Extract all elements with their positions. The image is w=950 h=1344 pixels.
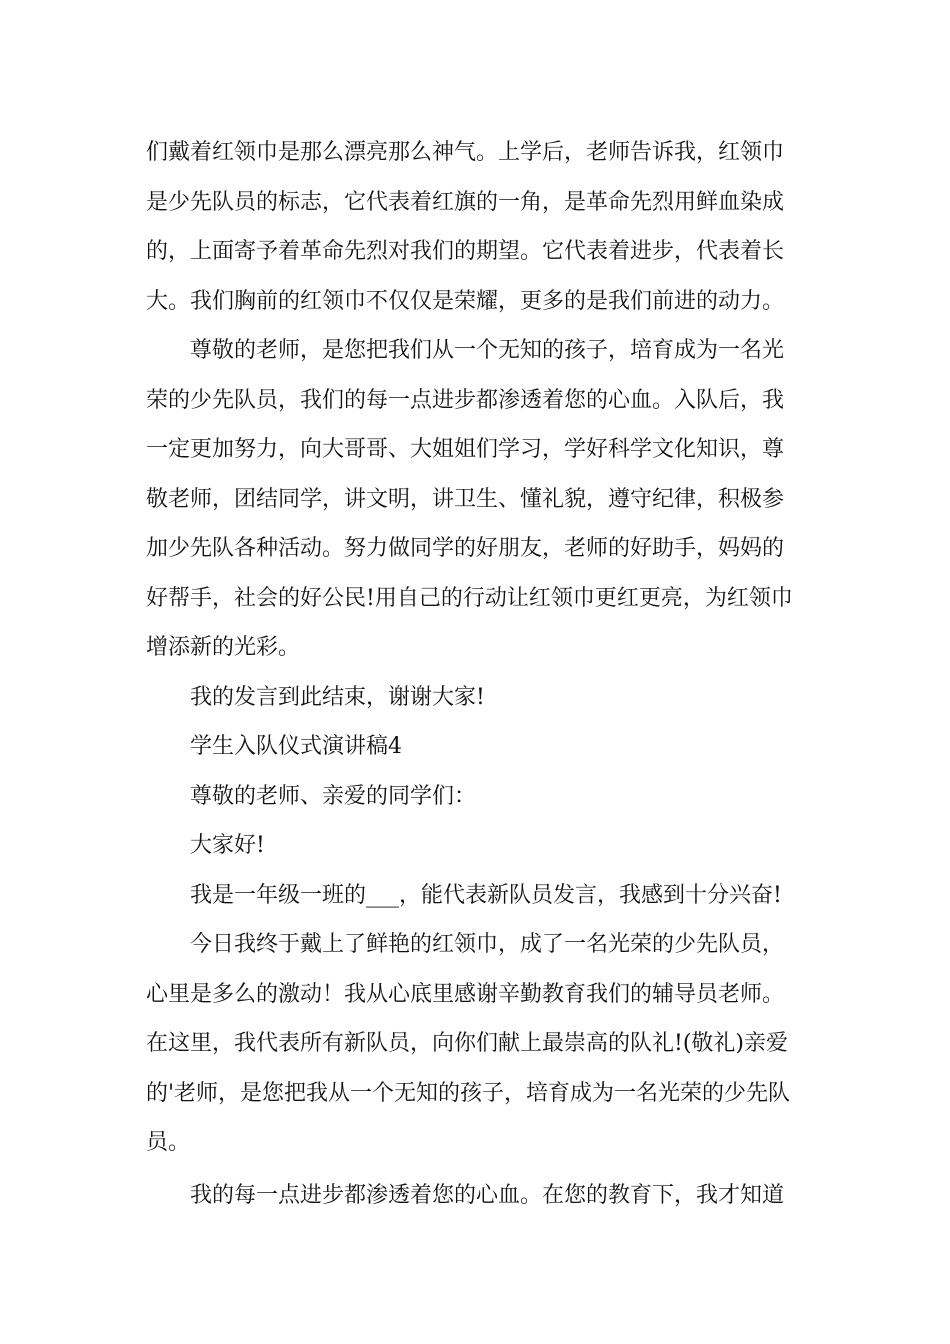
- text-line: 好帮手，社会的好公民!用自己的行动让红领巾更红更亮，为红领巾: [146, 585, 793, 611]
- text-line: 在这里，我代表所有新队员，向你们献上最崇高的队礼!(敬礼)亲爱: [146, 1031, 789, 1056]
- document-body: [146, 128, 808, 1220]
- text-line: 我的每一点进步都渗透着您的心血。在您的教育下，我才知道: [190, 1182, 785, 1208]
- text-line: 今日我终于戴上了鲜艳的红领巾，成了一名光荣的少先队员，: [190, 932, 785, 957]
- text-line: 的'老师，是您把我从一个无知的孩子，培育成为一名光荣的少先队: [146, 1080, 791, 1106]
- text-line: 的，上面寄予着革命先烈对我们的期望。它代表着进步，代表着长: [146, 239, 785, 264]
- text-line: 心里是多么的激动！我从心底里感谢辛勤教育我们的辅导员老师。: [146, 981, 785, 1007]
- salutation: 尊敬的老师、亲爱的同学们：: [190, 783, 477, 809]
- text-line: 员。: [146, 1130, 191, 1155]
- text-line: 我的发言到此结束，谢谢大家!: [190, 684, 485, 710]
- section-heading: 学生入队仪式演讲稿4: [190, 734, 402, 759]
- text-line: 是少先队员的标志，它代表着红旗的一角，是革命先烈用鲜血染成: [146, 189, 785, 215]
- greeting: 大家好!: [190, 833, 265, 858]
- text-line: 加少先队各种活动。努力做同学的好朋友，老师的好助手，妈妈的: [146, 536, 785, 561]
- text-line: 增添新的光彩。: [146, 635, 301, 660]
- text-line: 一定更加努力，向大哥哥、大姐姐们学习，学好科学文化知识，尊: [146, 437, 785, 462]
- text-line: 敬老师，团结同学，讲文明，讲卫生、懂礼貌，遵守纪律，积极参: [146, 486, 785, 512]
- text-line: 我是一年级一班的___，能代表新队员发言，我感到十分兴奋!: [190, 882, 782, 908]
- text-line: 们戴着红领巾是那么漂亮那么神气。上学后，老师告诉我，红领巾: [146, 140, 785, 165]
- text-line: 尊敬的老师，是您把我们从一个无知的孩子，培育成为一名光: [190, 338, 785, 363]
- text-line: 大。我们胸前的红领巾不仅仅是荣耀，更多的是我们前进的动力。: [146, 288, 785, 314]
- text-line: 荣的少先队员，我们的每一点进步都渗透着您的心血。入队后，我: [146, 387, 785, 413]
